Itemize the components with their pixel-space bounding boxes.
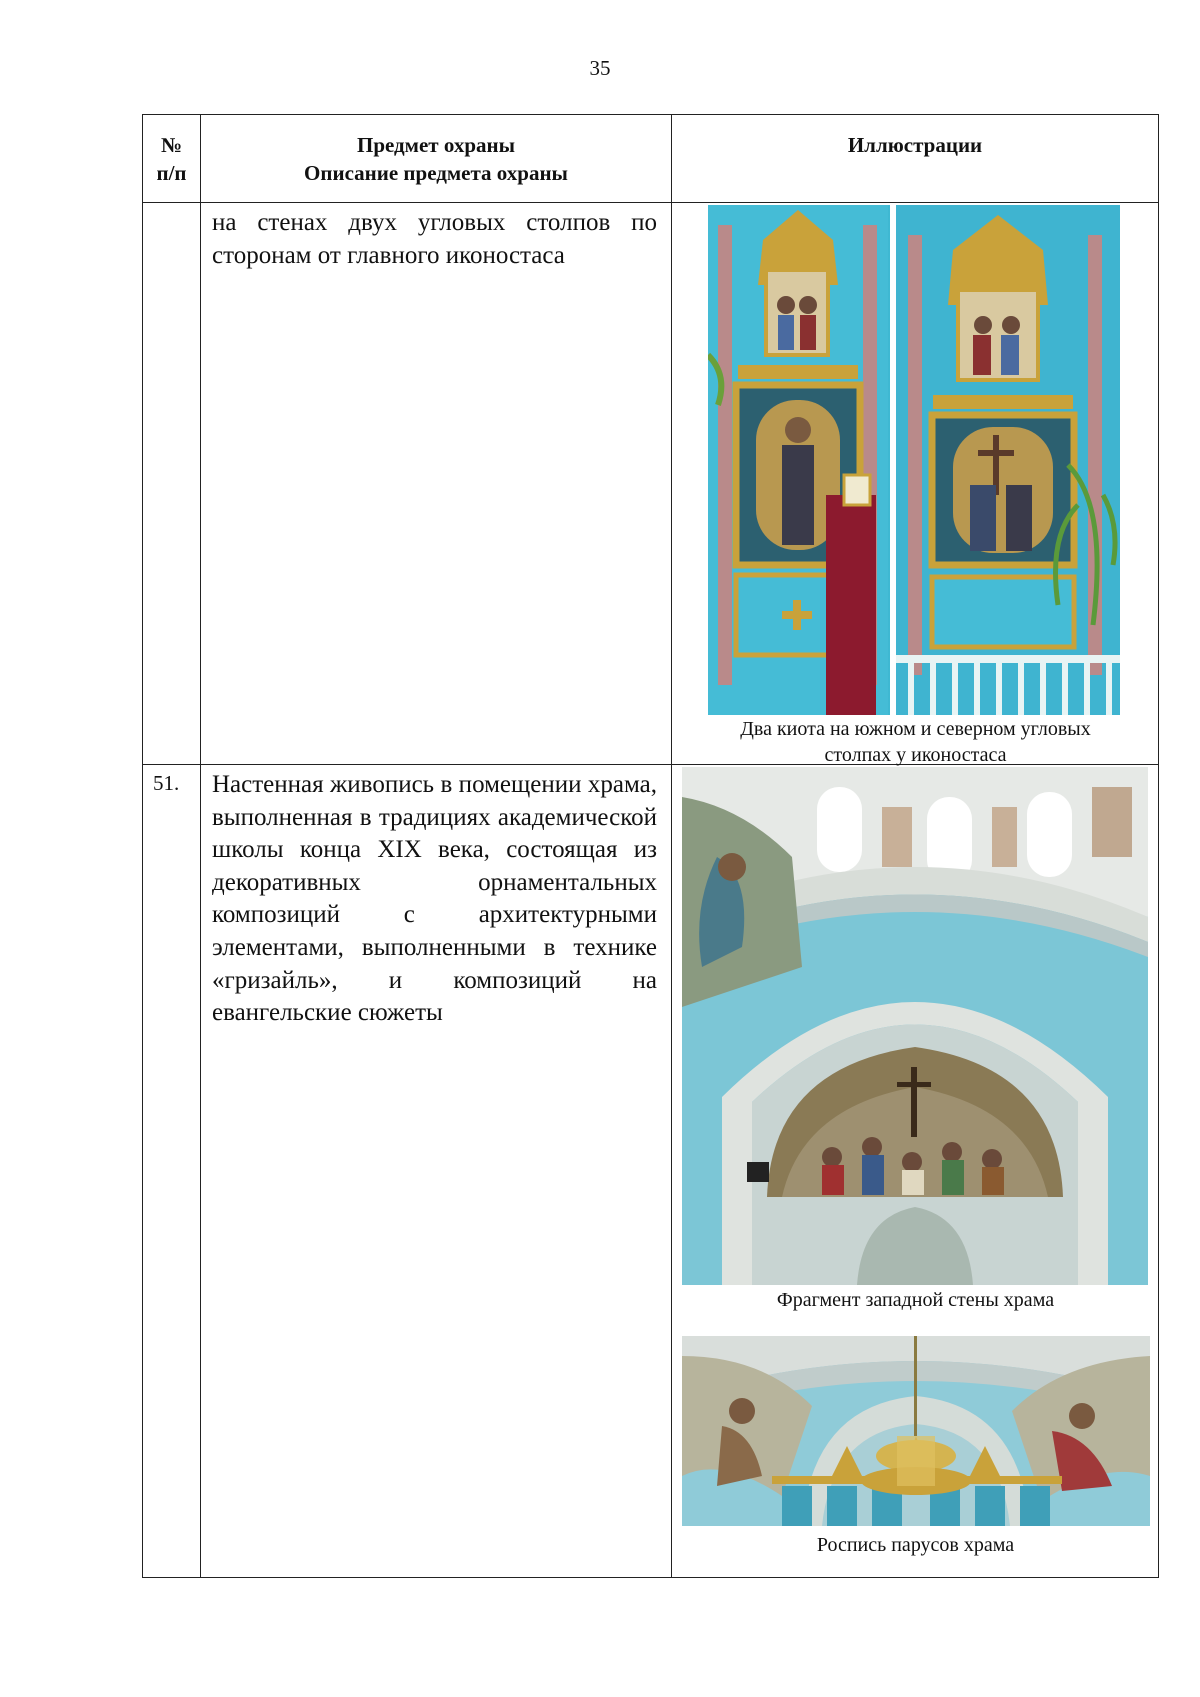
kiots-caption-line1: Два киота на южном и северном угловых [740,718,1091,740]
row-illustration-cell [672,203,1159,765]
kiots-caption [672,716,1159,768]
protection-table [142,114,1159,1578]
header-num [143,115,201,203]
row-description-cell [201,765,672,1578]
kiots-caption-line2: столпах у иконостаса [824,744,1007,766]
row-number [143,203,200,209]
row-description-cell [201,203,672,765]
header-illustrations-label: Иллюстрации [847,133,983,157]
row-description: Настенная живопись в помещении храма, выполненная в традициях академической школы конца XIX века, состоящая из декоративных орнаментальных композиций с архитектурными элементами, выполненными в технике «гризайль», и композиций на евангельские сюжеты [212,771,657,1027]
header-subject-line1: Предмет охраны [356,133,516,157]
west-wall-caption: Фрагмент западной стены храма [776,1289,1055,1311]
table-header-row [143,115,1159,203]
row-description: на стенах двух угловых столпов по сторонам от главного иконостаса [212,209,657,269]
header-subject [201,115,672,203]
header-subject-line2: Описание предмета охраны [304,161,568,185]
table-row [143,203,1159,765]
row-number-cell [143,765,201,1578]
kiots-photo [708,205,1120,715]
header-num-line2: п/п [156,161,187,185]
row-illustration-cell [672,765,1159,1578]
table-row [143,765,1159,1578]
row-number: 51. [153,771,180,795]
header-illustrations [672,115,1159,203]
pendentives-caption: Роспись парусов храма [816,1534,1015,1556]
row-number-cell [143,203,201,765]
west-wall-photo [682,767,1148,1285]
header-num-line1: № [160,133,183,157]
pendentives-photo [682,1336,1150,1526]
page-number: 35 [589,56,611,80]
